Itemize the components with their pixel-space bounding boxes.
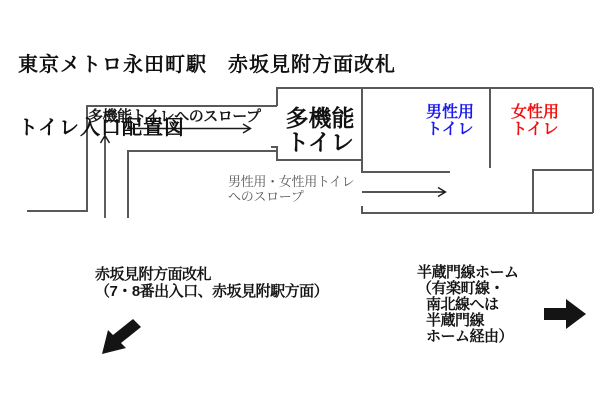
multi-slope-label: 多機能トイレへのスロープ bbox=[88, 108, 261, 125]
wall-bottom-right bbox=[362, 206, 593, 213]
page-title bbox=[18, 13, 396, 181]
womens-room-label: 女性用 トイレ bbox=[510, 104, 559, 138]
mw-slope-label: 男性用・女性用トイレ へのスロープ bbox=[228, 174, 355, 204]
multi-room-label: 多機能 トイレ bbox=[285, 105, 355, 155]
platform-label: 半蔵門線ホーム （有楽町線・ 南北線へは 半蔵門線 ホーム経由） bbox=[417, 264, 519, 345]
gate-southwest-arrow-icon bbox=[102, 319, 141, 354]
gate-label: 赤坂見附方面改札 （7・8番出入口、赤坂見附駅方面） bbox=[95, 266, 329, 300]
mens-room-label: 男性用 トイレ bbox=[425, 104, 474, 138]
page-title-line1: 東京メトロ永田町駅 赤坂見附方面改札 bbox=[18, 54, 396, 76]
platform-east-arrow-icon bbox=[544, 299, 586, 329]
wall-corner-box bbox=[533, 170, 593, 213]
page-title-line2: トイレ入口配置図 bbox=[18, 117, 185, 139]
mw-slope-right-arrow-icon bbox=[362, 188, 446, 197]
